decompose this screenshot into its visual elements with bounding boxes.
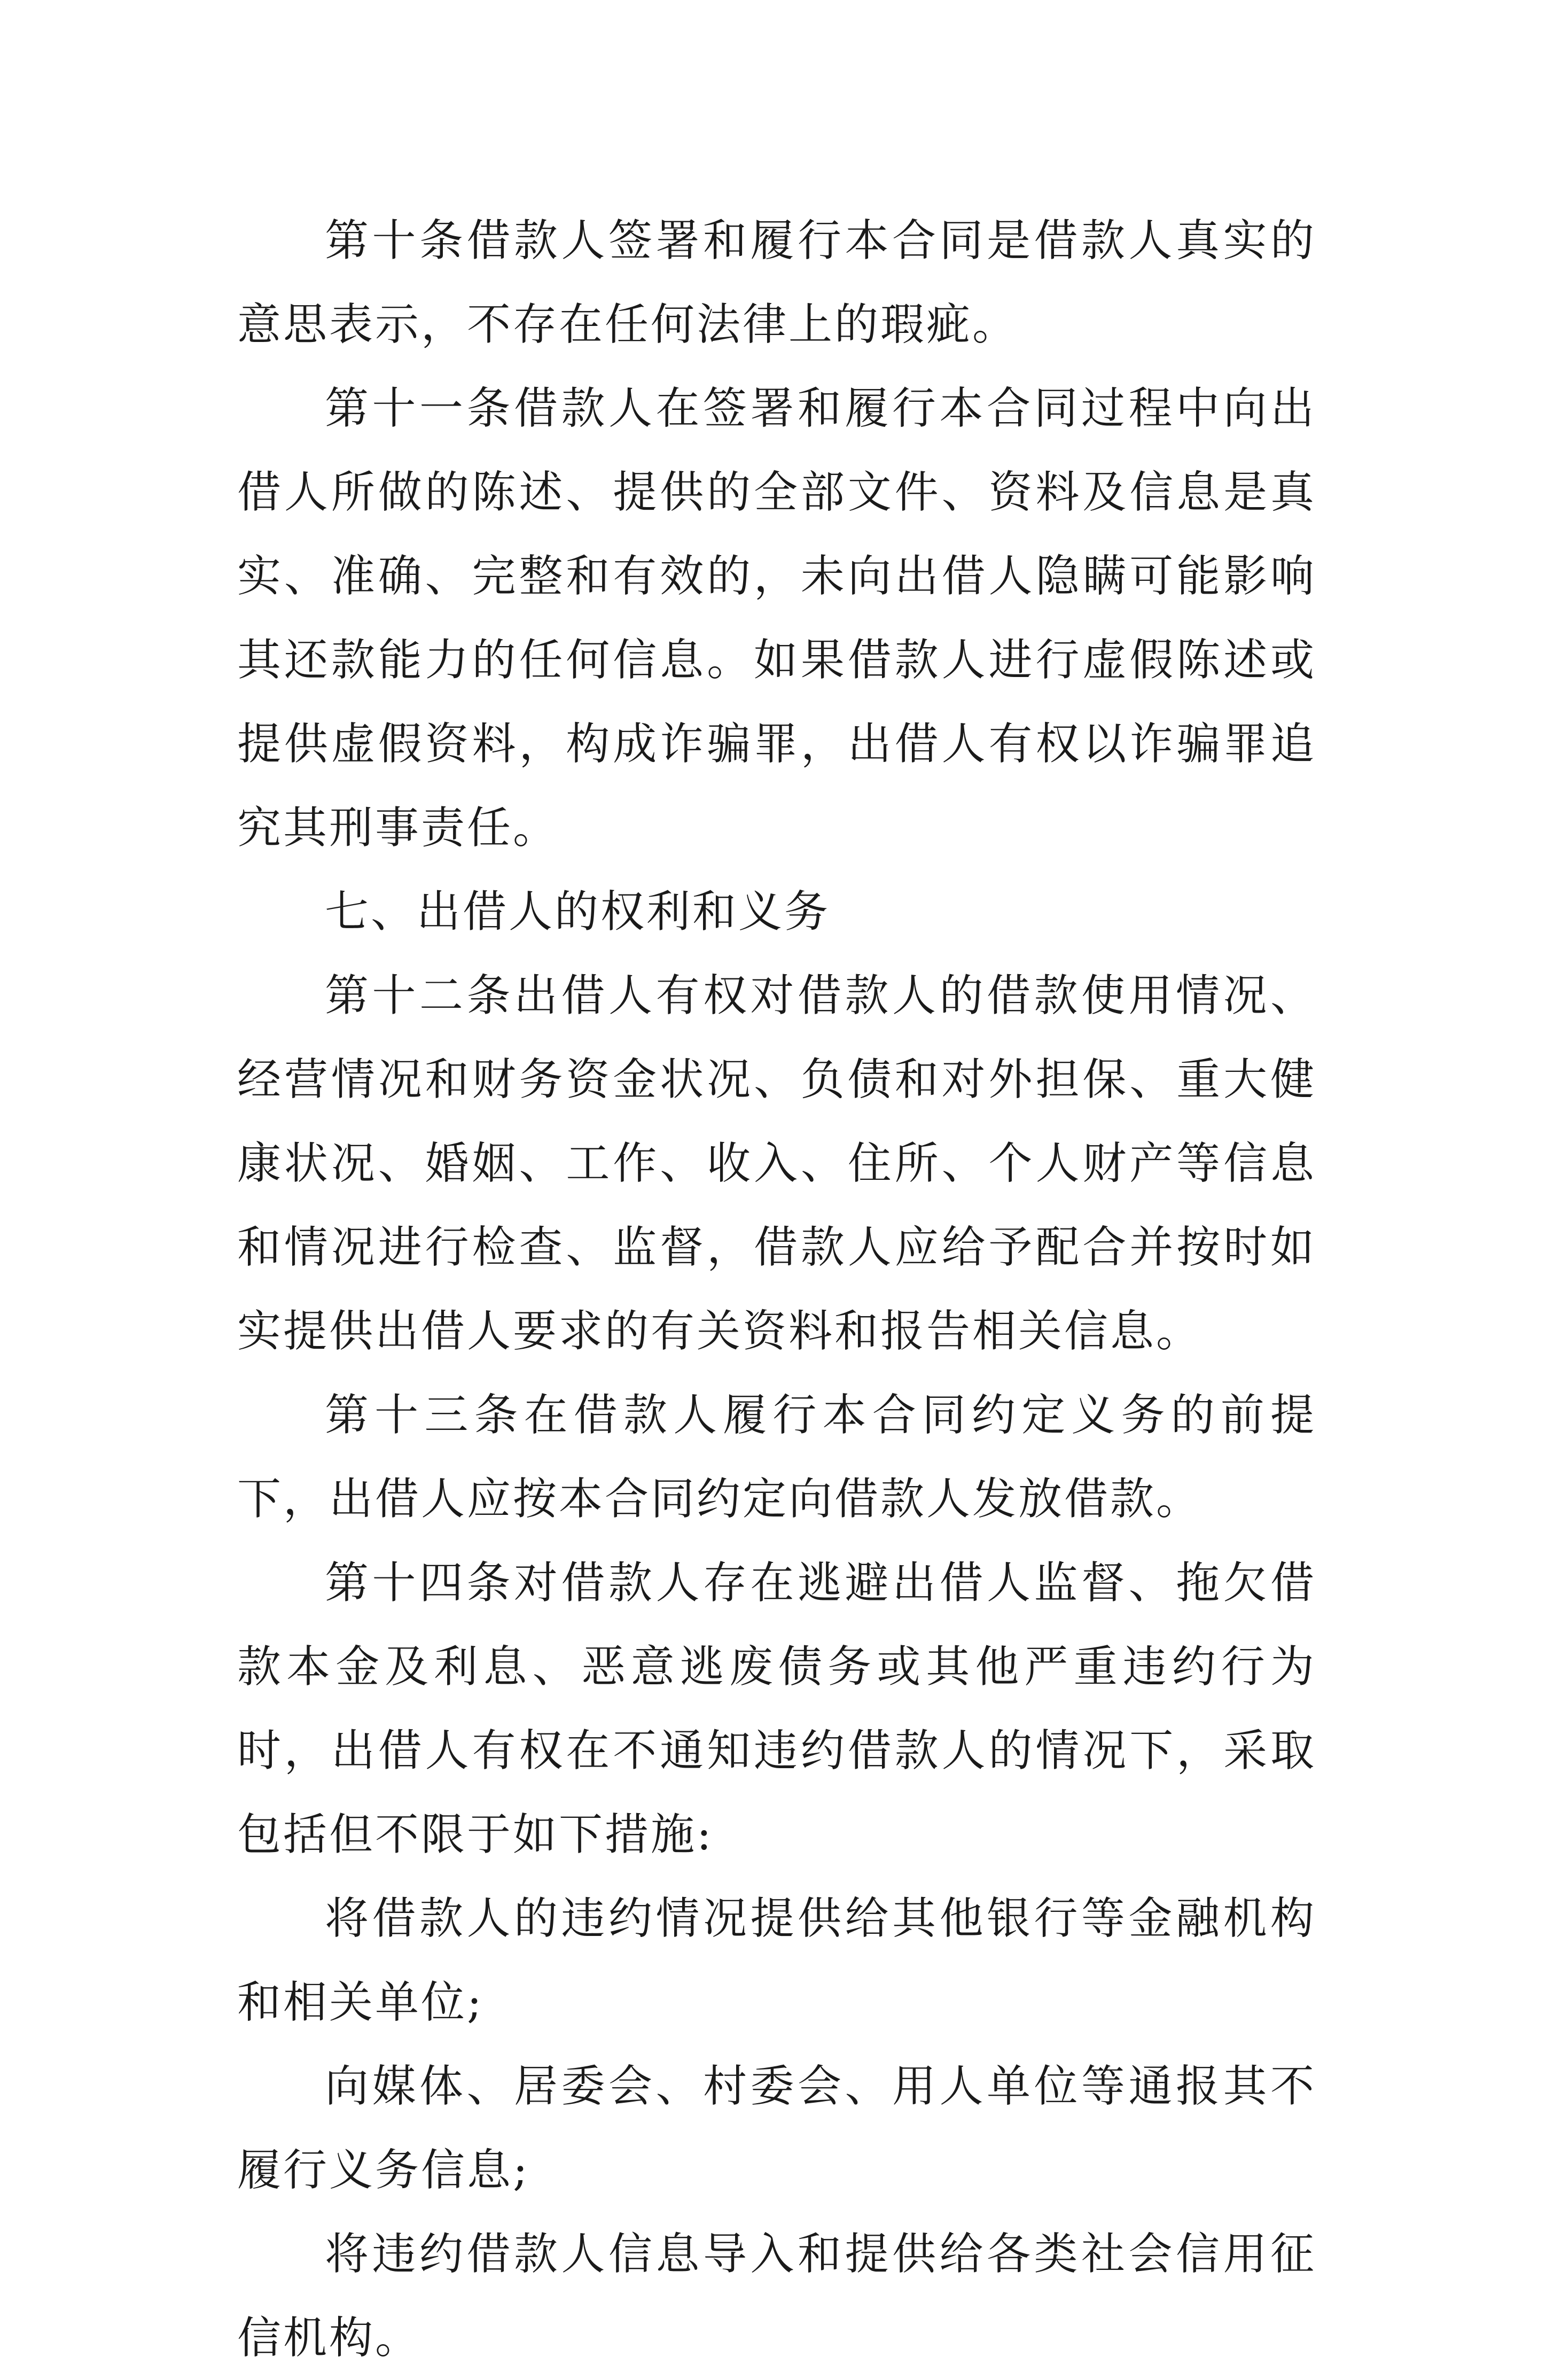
paragraph-article-10: 第十条借款人签署和履行本合同是借款人真实的意思表示，不存在任何法律上的瑕疵。 [237, 215, 1316, 350]
section-heading-lender-rights: 七、出借人的权利和义务 [325, 886, 831, 937]
document-body [237, 199, 1316, 2380]
paragraph-article-12: 第十二条出借人有权对借款人的借款使用情况、经营情况和财务资金状况、负债和对外担保、重大健康状况、婚姻、工作、收入、住所、个人财产等信息和情况进行检查、监督，借款人应给予配合并按时如实提供出借人要求的有关资料和报告相关信息。 [237, 970, 1316, 1357]
list-item-measure-3: 将违约借款人信息导入和提供给各类社会信用征信机构。 [237, 2229, 1316, 2363]
paragraph-article-14: 第十四条对借款人存在逃避出借人监督、拖欠借款本金及利息、恶意逃废债务或其他严重违约行为时，出借人有权在不通知违约借款人的情况下，采取包括但不限于如下措施: [237, 1558, 1316, 1860]
paragraph-article-13: 第十三条在借款人履行本合同约定义务的前提下，出借人应按本合同约定向借款人发放借款。 [237, 1390, 1316, 1525]
list-item-measure-2: 向媒体、居委会、村委会、用人单位等通报其不履行义务信息; [237, 2061, 1316, 2196]
paragraph-article-11: 第十一条借款人在签署和履行本合同过程中向出借人所做的陈述、提供的全部文件、资料及信息是真实、准确、完整和有效的，未向出借人隐瞒可能影响其还款能力的任何信息。如果借款人进行虚假陈述或提供虚假资料，构成诈骗罪，出借人有权以诈骗罪追究其刑事责任。 [237, 383, 1316, 853]
list-item-measure-1: 将借款人的违约情况提供给其他银行等金融机构和相关单位; [237, 1893, 1316, 2028]
